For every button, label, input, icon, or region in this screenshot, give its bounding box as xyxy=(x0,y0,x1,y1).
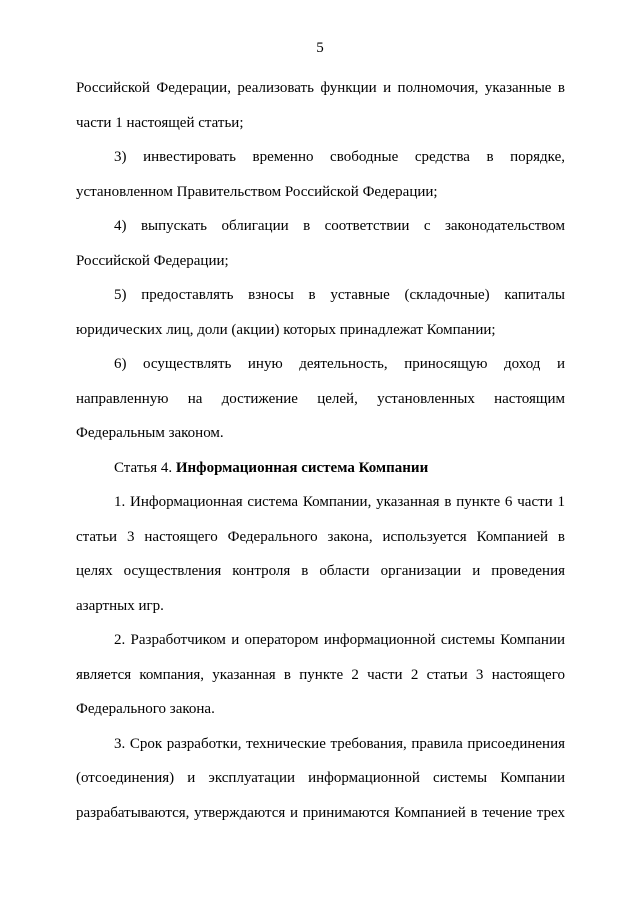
text-line: 5) предоставлять взносы в уставные (складочные) капиталы xyxy=(114,287,565,303)
text-line: установленном Правительством Российской Федерации; xyxy=(76,183,438,200)
text-line: статьи 3 настоящего Федерального закона, используется Компанией в xyxy=(76,528,565,545)
text-line: 3) инвестировать временно свободные средства в порядке, xyxy=(114,149,565,165)
text-line: целях осуществления контроля в области организации и проведения xyxy=(76,563,565,579)
article-title: Информационная система Компании xyxy=(175,459,429,476)
page-number: 5 xyxy=(316,40,324,56)
article-number: Статья 4. xyxy=(114,459,176,476)
text-line: разрабатываются, утверждаются и принимаются Компанией в течение трех xyxy=(76,804,565,821)
text-line: азартных игр. xyxy=(76,597,164,614)
text-line: 4) выпускать облигации в соответствии с законодательством xyxy=(114,218,565,234)
text-line: (отсоединения) и эксплуатации информационной системы Компании xyxy=(76,770,565,786)
article-heading xyxy=(76,451,565,486)
text-line: 2. Разработчиком и оператором информационной системы Компании xyxy=(114,632,565,648)
text-line: 1. Информационная система Компании, указанная в пункте 6 части 1 xyxy=(114,494,565,510)
text-line: направленную на достижение целей, установленных настоящим xyxy=(76,390,565,407)
document-body xyxy=(76,71,565,830)
text-line: Российской Федерации, реализовать функции и полномочия, указанные в xyxy=(76,80,565,96)
text-line: Российской Федерации; xyxy=(76,252,229,269)
text-line: Федерального закона. xyxy=(76,701,215,717)
text-line: части 1 настоящей статьи; xyxy=(76,114,244,131)
text-line: юридических лиц, доли (акции) которых принадлежат Компании; xyxy=(76,321,496,338)
text-line: 6) осуществлять иную деятельность, приносящую доход и xyxy=(114,356,565,372)
text-line: является компания, указанная в пункте 2 части 2 статьи 3 настоящего xyxy=(76,666,565,683)
text-line: Федеральным законом. xyxy=(76,425,224,441)
text-line: 3. Срок разработки, технические требования, правила присоединения xyxy=(114,735,565,752)
